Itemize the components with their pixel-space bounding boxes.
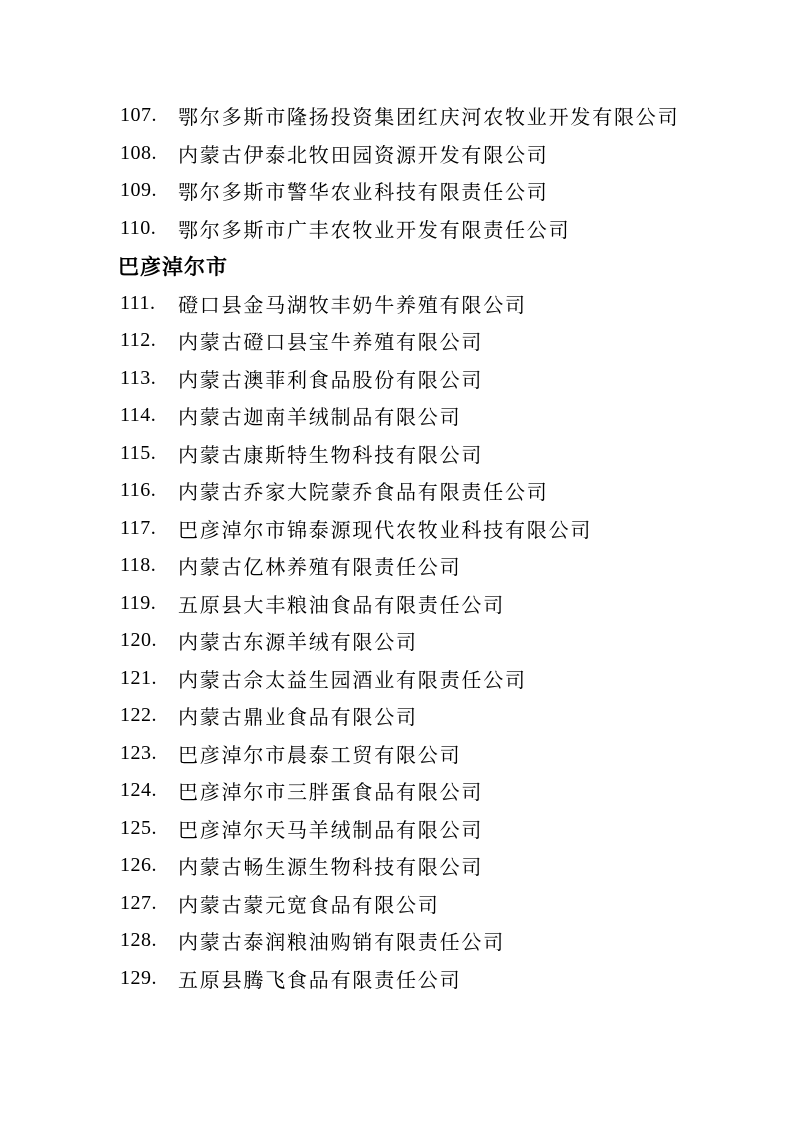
list-item (120, 810, 703, 848)
item-number: 119. (120, 591, 157, 614)
item-number: 111. (120, 291, 156, 314)
item-number: 108. (120, 141, 157, 164)
list-item (120, 210, 703, 248)
company-name: 鄂尔多斯市广丰农牧业开发有限责任公司 (178, 219, 571, 242)
item-number: 123. (120, 741, 157, 764)
item-number: 124. (120, 779, 157, 802)
item-number: 121. (120, 666, 157, 689)
list-item (120, 472, 703, 510)
company-name: 内蒙古康斯特生物科技有限公司 (178, 444, 484, 467)
company-name: 内蒙古蒙元宽食品有限公司 (178, 894, 440, 917)
list-item (120, 772, 703, 810)
company-name: 内蒙古畅生源生物科技有限公司 (178, 857, 484, 880)
item-number: 125. (120, 816, 157, 839)
list-item (120, 735, 703, 773)
list-item (120, 172, 703, 210)
company-name: 巴彦淖尔天马羊绒制品有限公司 (178, 819, 484, 842)
item-number: 110. (120, 216, 157, 239)
company-name: 鄂尔多斯市隆扬投资集团红庆河农牧业开发有限公司 (178, 107, 680, 130)
company-name: 巴彦淖尔市锦泰源现代农牧业科技有限公司 (178, 519, 593, 542)
company-name: 内蒙古迦南羊绒制品有限公司 (178, 407, 462, 430)
list-item (120, 547, 703, 585)
item-number: 127. (120, 891, 157, 914)
list-item (120, 660, 703, 698)
item-number: 128. (120, 929, 157, 952)
item-number: 112. (120, 329, 157, 352)
item-number: 109. (120, 179, 157, 202)
list-item (120, 322, 703, 360)
list-item (120, 585, 703, 623)
company-name: 巴彦淖尔市晨泰工贸有限公司 (178, 744, 462, 767)
list-item (120, 135, 703, 173)
company-name: 巴彦淖尔市三胖蛋食品有限公司 (178, 782, 484, 805)
item-number: 120. (120, 629, 157, 652)
company-name: 内蒙古亿林养殖有限责任公司 (178, 557, 462, 580)
item-number: 117. (120, 516, 157, 539)
company-name: 内蒙古佘太益生园酒业有限责任公司 (178, 669, 527, 692)
company-name: 鄂尔多斯市警华农业科技有限责任公司 (178, 182, 549, 205)
item-number: 126. (120, 854, 157, 877)
list-item (120, 360, 703, 398)
list-item (120, 885, 703, 923)
list-item (120, 285, 703, 323)
item-number: 115. (120, 441, 157, 464)
list-item (120, 960, 703, 998)
city-section-header: 巴彦淖尔市 (118, 254, 228, 279)
company-name: 内蒙古鼎业食品有限公司 (178, 707, 418, 730)
company-name: 内蒙古磴口县宝牛养殖有限公司 (178, 332, 484, 355)
item-number: 122. (120, 704, 157, 727)
company-name: 五原县腾飞食品有限责任公司 (178, 969, 462, 992)
company-name: 内蒙古东源羊绒有限公司 (178, 632, 418, 655)
list-item (120, 697, 703, 735)
item-number: 116. (120, 479, 157, 502)
list-item (120, 97, 703, 135)
company-name: 内蒙古伊泰北牧田园资源开发有限公司 (178, 144, 549, 167)
item-number: 118. (120, 554, 157, 577)
list-item (120, 622, 703, 660)
list-item (120, 847, 703, 885)
list-item (120, 510, 703, 548)
company-list (120, 97, 703, 997)
list-item (120, 397, 703, 435)
item-number: 129. (120, 966, 157, 989)
company-name: 五原县大丰粮油食品有限责任公司 (178, 594, 505, 617)
company-name: 磴口县金马湖牧丰奶牛养殖有限公司 (178, 294, 527, 317)
company-name: 内蒙古澳菲利食品股份有限公司 (178, 369, 484, 392)
company-name: 内蒙古乔家大院蒙乔食品有限责任公司 (178, 482, 549, 505)
item-number: 113. (120, 366, 157, 389)
company-name: 内蒙古泰润粮油购销有限责任公司 (178, 932, 505, 955)
list-item (120, 922, 703, 960)
list-item (120, 435, 703, 473)
item-number: 107. (120, 104, 157, 127)
item-number: 114. (120, 404, 157, 427)
